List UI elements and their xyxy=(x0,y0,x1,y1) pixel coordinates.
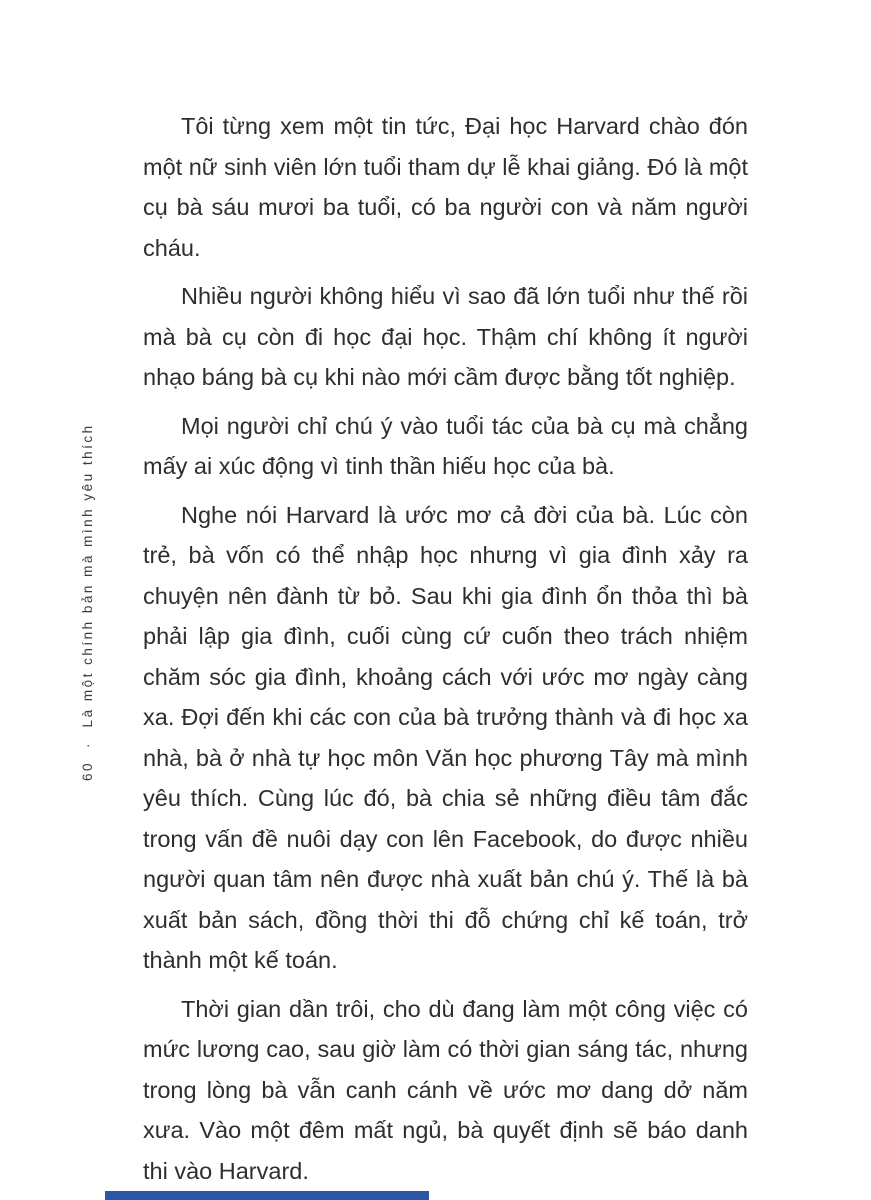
paragraph: Mọi người chỉ chú ý vào tuổi tác của bà cụ mà chẳng mấy ai xúc động vì tinh thần hiếu học của bà. xyxy=(143,412,748,479)
book-title: Là một chính bản mà mình yêu thích xyxy=(80,423,95,728)
page-content xyxy=(143,106,748,1199)
running-header xyxy=(80,425,95,781)
paragraph: Thời gian dần trôi, cho dù đang làm một công việc có mức lương cao, sau giờ làm có thời gian sáng tác, nhưng trong lòng bà vẫn canh cánh về ước mơ dang dở năm xưa. Vào một đêm mất ngủ, bà quyết định sẽ báo danh thi vào Harvard. xyxy=(143,995,748,1184)
paragraph: Tôi từng xem một tin tức, Đại học Harvard chào đón một nữ sinh viên lớn tuổi tham dự lễ khai giảng. Đó là một cụ bà sáu mươi ba tuổi, có ba người con và năm người cháu. xyxy=(143,113,748,261)
footer-accent-bar xyxy=(105,1191,429,1200)
paragraph: Nghe nói Harvard là ước mơ cả đời của bà. Lúc còn trẻ, bà vốn có thể nhập học nhưng vì gia đình xảy ra chuyện nên đành từ bỏ. Sau khi gia đình ổn thỏa thì bà phải lập gia đình, cuối cùng cứ cuốn theo trách nhiệm chăm sóc gia đình, khoảng cách với ước mơ ngày càng xa. Đợi đến khi các con của bà trưởng thành và đi học xa nhà, bà ở nhà tự học môn Văn học phương Tây mà mình yêu thích. Cùng lúc đó, bà chia sẻ những điều tâm đắc trong vấn đề nuôi dạy con lên Facebook, do được nhiều người quan tâm nên được nhà xuất bản chú ý. Thế là bà xuất bản sách, đồng thời thi đỗ chứng chỉ kế toán, trở thành một kế toán. xyxy=(143,501,748,973)
page-sidebar xyxy=(80,425,104,781)
paragraph: Nhiều người không hiểu vì sao đã lớn tuổi như thế rồi mà bà cụ còn đi học đại học. Thậm chí không ít người nhạo báng bà cụ khi nào mới cầm được bằng tốt nghiệp. xyxy=(143,283,748,390)
page-number: 60 xyxy=(80,760,95,781)
separator-dot: · xyxy=(80,740,95,748)
